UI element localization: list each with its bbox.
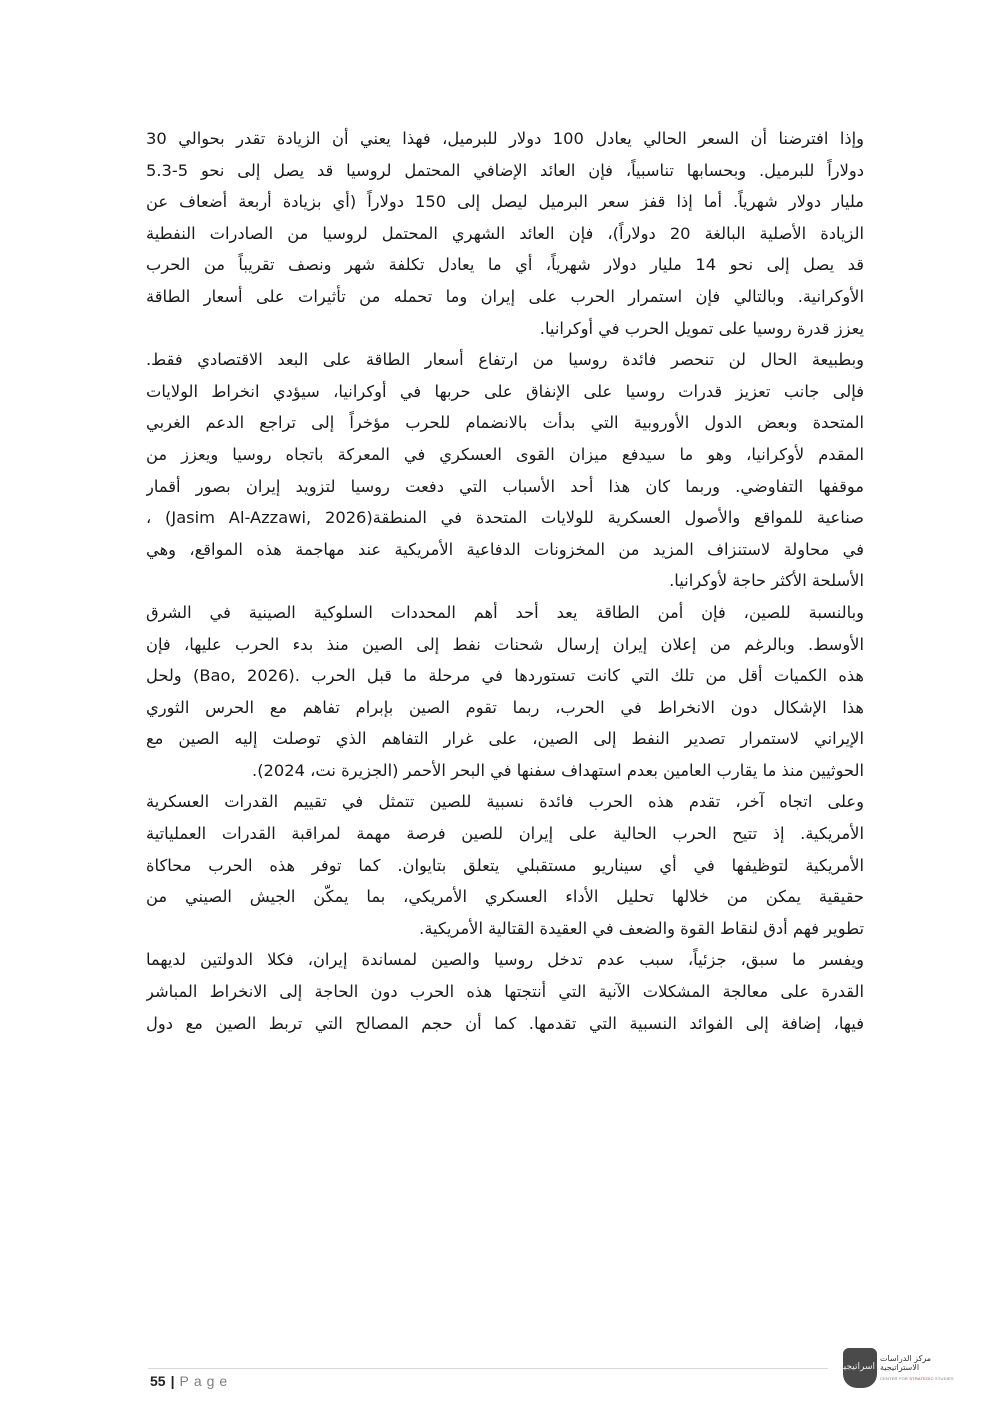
- text-line: الأمريكية لتوظيفها في أي سيناريو مستقبلي يتعلق بتايوان. كما توفر هذه الحرب محاكاة: [146, 855, 864, 875]
- text-line: يعزز قدرة روسيا على تمويل الحرب في أوكرانيا.: [539, 318, 864, 338]
- page-separator: |: [170, 1373, 175, 1389]
- text-line: ويفسر ما سبق، جزئياً، سبب عدم تدخل روسيا والصين لمساندة إيران، فكلا الدولتين لديهما: [146, 950, 864, 970]
- text-line: الأمريكية. إذ تتيح الحرب الحالية على إيران للصين فرصة مهمة لمراقبة القدرات العملياتية: [146, 824, 864, 844]
- text-line: الأسلحة الأكثر حاجة لأوكرانيا.: [669, 571, 864, 591]
- logo-subtitle: [880, 1376, 954, 1381]
- text-line: دولاراً للبرميل. وبحسابها تناسبياً، فإن العائد الإضافي المحتمل لروسيا قد يصل إلى نحو 5-5.3: [146, 160, 864, 180]
- text-line: الأوسط. وبالرغم من إعلان إيران إرسال شحنات نفط إلى الصين منذ بدء الحرب عليها، فإن: [146, 634, 864, 654]
- text-line: حقيقية يمكن من خلالها تحليل الأداء العسكري الأمريكي، بما يمكّن الجيش الصيني من: [146, 887, 864, 907]
- logo-title-line1: مركز الدراسات: [880, 1354, 932, 1363]
- text-line: مليار دولار شهرياً. أما إذا قفز سعر البرميل ليصل إلى 150 دولاراً (أي بزيادة أربعة أضعاف عن: [146, 192, 864, 212]
- logo-subtitle-accent: STRATEGIC: [909, 1376, 934, 1381]
- footer-divider: [148, 1368, 828, 1369]
- center-logo: [838, 1348, 963, 1392]
- page-number: 55: [150, 1373, 166, 1389]
- text-line: وبطبيعة الحال لن تنحصر فائدة روسيا من ارتفاع أسعار الطاقة على البعد الاقتصادي فقط.: [146, 350, 864, 370]
- page-label: Page: [179, 1373, 233, 1389]
- text-line: تطوير فهم أدق لنقاط القوة والضعف في العقيدة القتالية الأمريكية.: [419, 918, 864, 938]
- logo-subtitle-prefix: CENTER FOR: [880, 1376, 910, 1381]
- text-line: الزيادة الأصلية البالغة 20 دولاراً)، فإن العائد الشهري المحتمل لروسيا من الصادرات النفطية: [146, 223, 864, 243]
- text-line: القدرة على معالجة المشكلات الآنية التي أنتجتها هذه الحرب دون الحاجة إلى الانخراط المباشر: [146, 982, 864, 1002]
- text-line: في محاولة لاستنزاف المزيد من المخزونات الدفاعية الأمريكية عند مهاجمة هذه المواقع، وهي: [146, 539, 864, 559]
- body-text: [146, 123, 864, 1039]
- text-line: فيها، إضافة إلى الفوائد النسبية التي تقدمها. كما أن حجم المصالح التي تربط الصين مع دول: [146, 1013, 864, 1033]
- text-line: المقدم لأوكرانيا، وهو ما سيدفع ميزان القوى العسكري في المعركة باتجاه روسيا ويعزز من: [146, 444, 864, 464]
- text-line: هذه الكميات أقل من تلك التي كانت تستوردها في مرحلة ما قبل الحرب .(Bao, 2026) ولحل: [146, 666, 864, 686]
- text-line: قد يصل إلى نحو 14 مليار دولار شهرياً، أي ما يعادل تكلفة شهر ونصف تقريباً من الحرب: [146, 255, 864, 275]
- text-line: المتحدة وبعض الدول الأوروبية التي بدأت بالانضمام للحرب مؤخراً إلى تراجع الدعم الغربي: [146, 413, 864, 433]
- text-line: موقفها التفاوضي. وربما كان هذا أحد الأسباب التي دفعت روسيا لتزويد إيران بصور أقمار: [146, 476, 864, 496]
- text-line: هذا الإشكال دون الانخراط في الحرب، ربما تقوم الصين بإبرام تفاهم مع الحرس الثوري: [146, 697, 864, 717]
- shield-icon: [838, 1348, 877, 1388]
- text-line: الإيراني لاستمرار تصدير النفط إلى الصين، على غرار التفاهم الذي توصلت إليه الصين مع: [146, 729, 864, 749]
- logo-title: [880, 1354, 960, 1372]
- text-line: الأوكرانية. وبالتالي فإن استمرار الحرب على إيران وما تحمله من تأثيرات على أسعار الطاقة: [146, 286, 864, 306]
- shield-text: اسراتيجيه: [838, 1362, 875, 1372]
- text-line: الحوثيين منذ ما يقارب العامين بعدم استهداف سفنها في البحر الأحمر (الجزيرة نت، 2024).: [252, 760, 864, 780]
- text-line: وبالنسبة للصين، فإن أمن الطاقة يعد أحد أهم المحددات السلوكية الصينية في الشرق: [146, 602, 864, 622]
- page-number-footer: [150, 1373, 232, 1389]
- text-line: وعلى اتجاه آخر، تقدم هذه الحرب فائدة نسبية للصين تتمثل في تقييم القدرات العسكرية: [146, 792, 864, 812]
- logo-subtitle-suffix: STUDIES: [933, 1376, 954, 1381]
- text-line: صناعية للمواقع والأصول العسكرية للولايات المتحدة في المنطقة(Jasim Al-Azzawi, 2026) ،: [146, 508, 864, 528]
- text-line: فإلى جانب تعزيز قدرات روسيا على الإنفاق على حربها في أوكرانيا، سيؤدي انخراط الولايات: [146, 381, 864, 401]
- text-line: وإذا افترضنا أن السعر الحالي يعادل 100 دولار للبرميل، فهذا يعني أن الزيادة تقدر بحوالي 30: [146, 129, 864, 148]
- logo-title-line2: الاستراتيجية: [880, 1363, 920, 1372]
